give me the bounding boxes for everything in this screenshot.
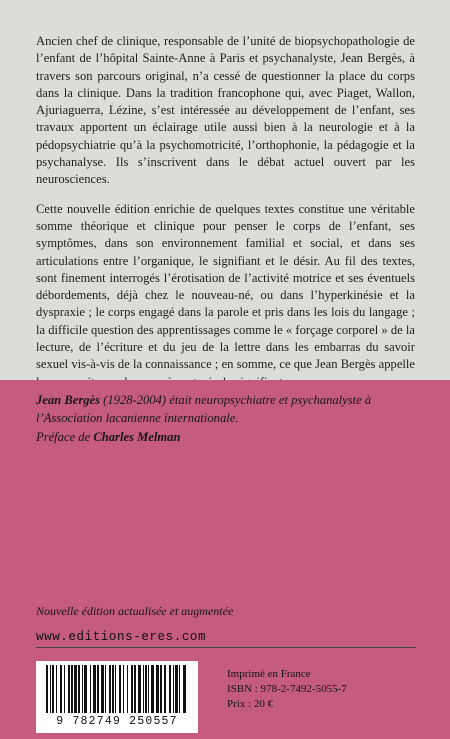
preface-author: Charles Melman: [93, 430, 181, 444]
preface-credit: [36, 430, 180, 445]
barcode-bar: [101, 665, 104, 713]
barcode-bar: [156, 665, 159, 713]
barcode-bar: [173, 665, 174, 713]
pink-band: [0, 380, 450, 739]
print-info: [227, 667, 347, 712]
barcode-bar: [134, 665, 136, 713]
isbn: ISBN : 978-2-7492-5055-7: [227, 683, 347, 695]
barcode-bar: [105, 665, 106, 713]
barcode-bar: [78, 665, 80, 713]
barcode-bar: [148, 665, 149, 713]
barcode-bar: [46, 665, 48, 713]
barcode-bar: [119, 665, 121, 713]
preface-label: Préface de: [36, 430, 94, 444]
description-paragraph-1: Ancien chef de clinique, responsable de l’unité de biopsychopathologie de l’enfant de l’hôpital Sainte-Anne à Paris et psychanalyste, Jean Bergès, à travers son parcours original, n’a cessé de questionner la place du corps dans la clinique. Dans la tradition francophone qui, avec Piaget, Wallon, Ajuriaguerra, Lézine, s’est intéressée au développement de l’enfant, ses travaux apportent un éclairage utile aussi bien à la neurologie et à la pédopsychiatrie qu’à la psychomotricité, l’orthophonie, la pédagogie et la psychanalyse. Ils s’inscrivent dans le débat actuel ouvert par les neurosciences.: [36, 34, 415, 187]
barcode: [36, 661, 198, 733]
barcode-bar: [160, 665, 162, 713]
barcode-bar: [109, 665, 111, 713]
barcode-bar: [52, 665, 54, 713]
barcode-bar: [56, 665, 57, 713]
barcode-bar: [64, 665, 65, 713]
barcode-bar: [115, 665, 116, 713]
barcode-bar: [169, 665, 171, 713]
barcode-bar: [97, 665, 99, 713]
author-bio: [36, 392, 416, 427]
description-text: [36, 33, 415, 391]
description-paragraph-2: Cette nouvelle édition enrichie de quelques textes constitue une véritable somme théorique et clinique pour penser le corps de l’enfant, ses symptômes, dans son environnement familial et social, et dans ses articulations entre l’organique, le signifiant et le désir. Au fil des textes, sont finement interrogés l’érotisation de l’activité motrice et ses éventuels débordements, déjà chez le nouveau-né, ou dans l’hyperkinésie et la dyspraxie ; le corps engagé dans la parole et pris dans les lois du langage ; la difficile question des apprentissages comme le « forçage corporel » de la lecture, de l’écriture et du jeu de la lettre dans les embarras du savoir sexuel vis-à-vis de la connaissance ; en somme, ce que Jean Bergès appelle: [36, 201, 415, 372]
barcode-bar: [82, 665, 83, 713]
barcode-bar: [145, 665, 147, 713]
barcode-bar: [50, 665, 51, 713]
barcode-bar: [60, 665, 62, 713]
barcode-bar: [90, 665, 91, 713]
printed-in: Imprimé en France: [227, 668, 311, 680]
barcode-number: 9 782749 250557: [56, 715, 178, 728]
barcode-bar: [164, 665, 166, 713]
barcode-bar: [93, 665, 96, 713]
barcode-bar: [71, 665, 73, 713]
barcode-bar: [68, 665, 70, 713]
barcode-bar: [123, 665, 124, 713]
barcode-bar: [175, 665, 178, 713]
divider-rule: [36, 647, 416, 648]
author-bio-text: (1928-2004) était neuropsychiatre et psychanalyste à l’Association lacanienne internationale.: [36, 393, 372, 425]
barcode-bar: [131, 665, 133, 713]
publisher-website: www.editions-eres.com: [36, 630, 207, 644]
author-name: Jean Bergès: [36, 393, 101, 407]
barcode-bar: [127, 665, 128, 713]
edition-note: Nouvelle édition actualisée et augmentée: [36, 604, 234, 618]
barcode-bar: [151, 665, 154, 713]
barcode-bar: [179, 665, 180, 713]
barcode-bar: [112, 665, 114, 713]
barcode-bar: [138, 665, 141, 713]
barcode-bars: [42, 665, 192, 715]
price: Prix : 20 €: [227, 698, 274, 710]
barcode-bar: [183, 665, 186, 713]
barcode-bar: [143, 665, 144, 713]
barcode-bar: [74, 665, 77, 713]
barcode-bar: [84, 665, 87, 713]
